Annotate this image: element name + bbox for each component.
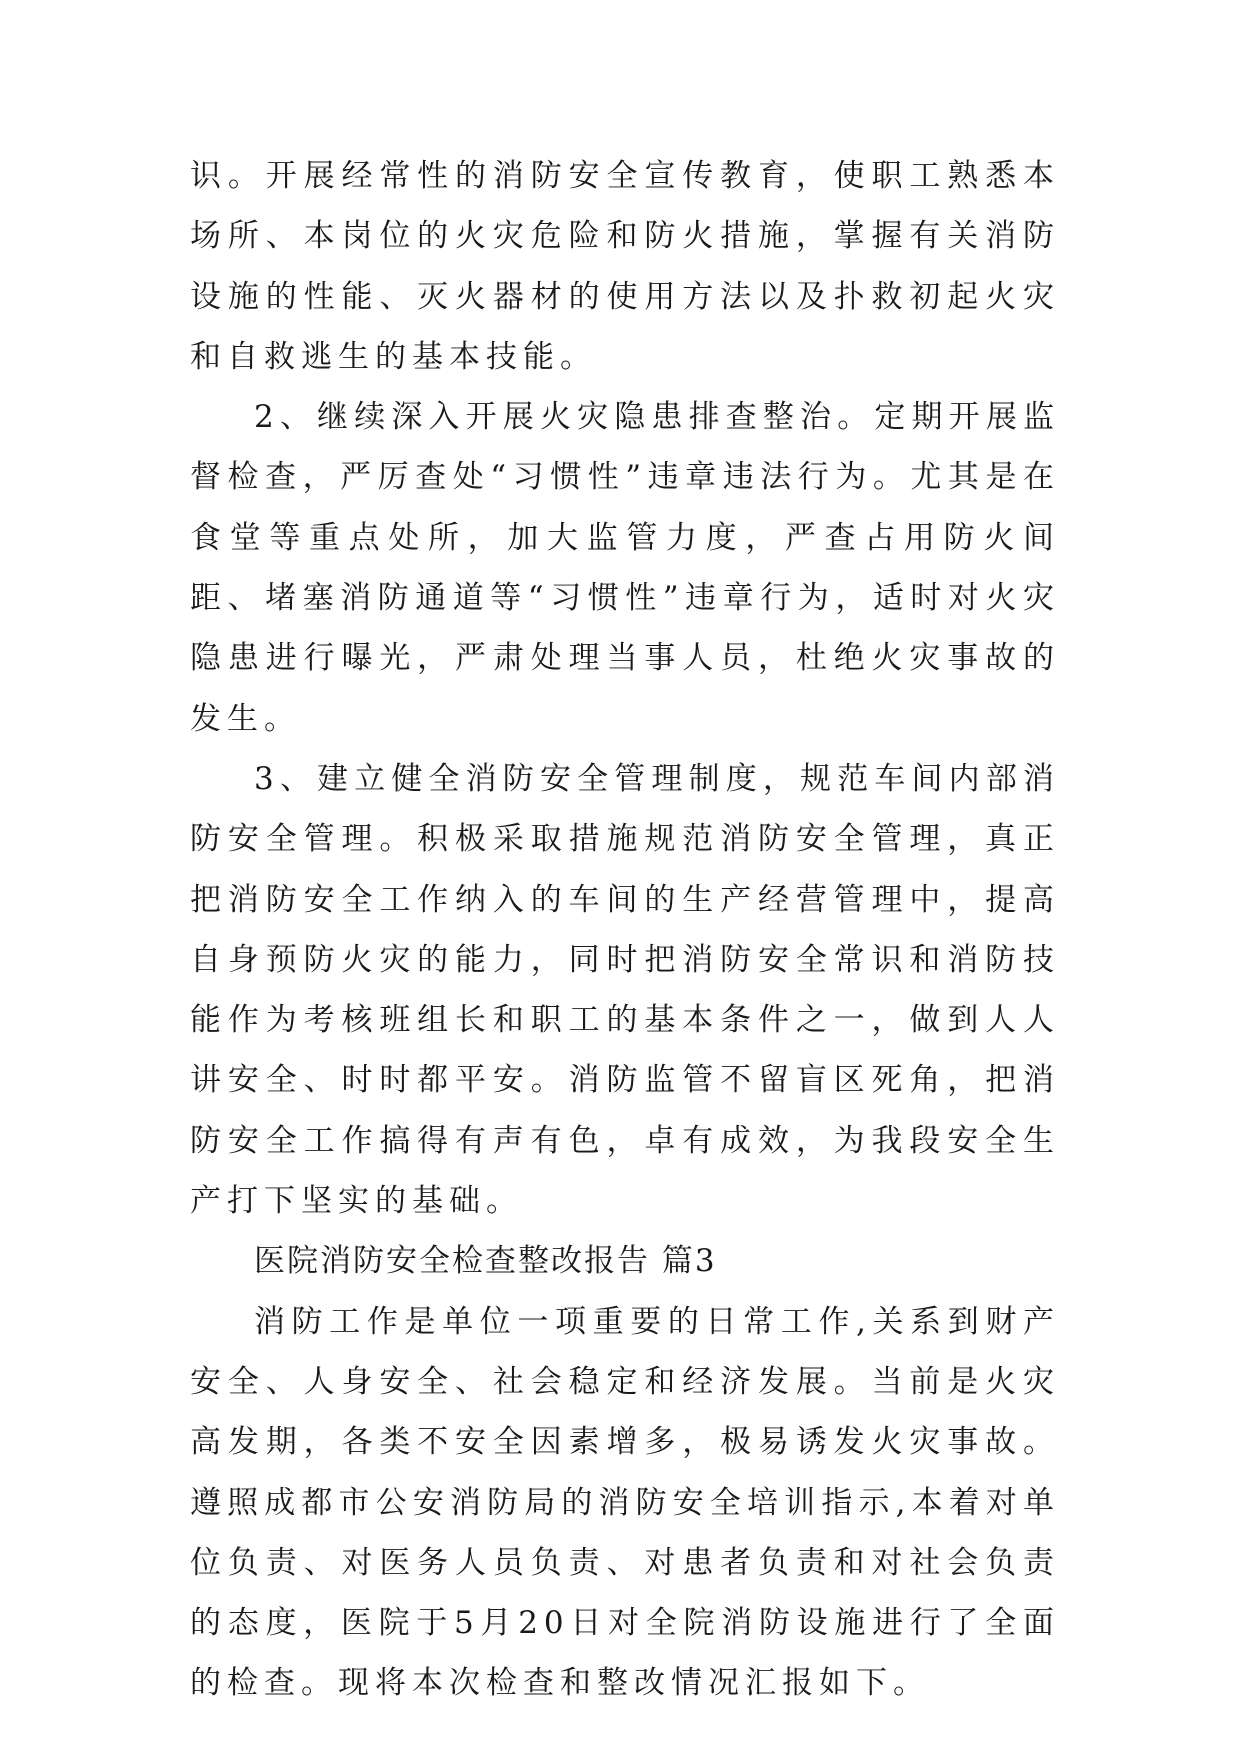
section-paragraph: 消防工作是单位一项重要的日常工作,关系到财产安全、人身安全、社会稳定和经济发展。当前是火灾高发期，各类不安全因素增多，极易诱发火灾事故。遵照成都市公安消防局的消防安全培训指示,本着对单位负责、对医务人员负责、对患者负责和对社会负责的态度，医院于5月20日对全院消防设施进行了全面的检查。现将本次检查和整改情况汇报如下。: [190, 1303, 1060, 1702]
paragraph-continued: 识。开展经常性的消防安全宣传教育，使职工熟悉本场所、本岗位的火灾危险和防火措施，掌握有关消防设施的性能、灭火器材的使用方法以及扑救初起火灾和自救逃生的基本技能。: [190, 158, 1060, 375]
paragraph-item-2: 2、继续深入开展火灾隐患排查整治。定期开展监督检查，严厉查处“习惯性”违章违法行为。尤其是在食堂等重点处所，加大监管力度，严查占用防火间距、堵塞消防通道等“习惯性”违章行为，适时对火灾隐患进行曝光，严肃处理当事人员，杜绝火灾事故的发生。: [190, 399, 1060, 737]
section-heading: 医院消防安全检查整改报告 篇3: [254, 1243, 717, 1280]
paragraph-item-3: 3、建立健全消防安全管理制度，规范车间内部消防安全管理。积极采取措施规范消防安全管理，真正把消防安全工作纳入的车间的生产经营管理中，提高自身预防火灾的能力，同时把消防安全常识和消防技能作为考核班组长和职工的基本条件之一，做到人人讲安全、时时都平安。消防监管不留盲区死角，把消防安全工作搞得有声有色，卓有成效，为我段安全生产打下坚实的基础。: [190, 760, 1060, 1220]
document-body: [190, 146, 1060, 1714]
